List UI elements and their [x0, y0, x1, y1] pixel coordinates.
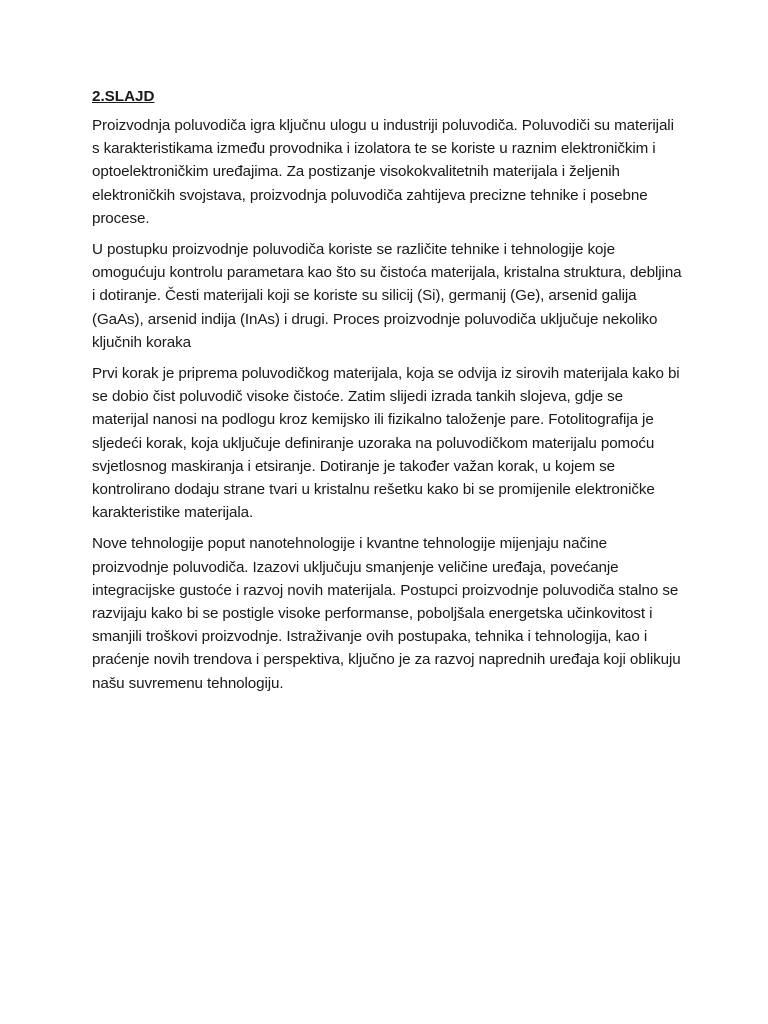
paragraph-new-technologies: Nove tehnologije poput nanotehnologije i kvantne tehnologije mijenjaju načine proizvodnje poluvodiča. Izazovi uključuju smanjenje veličine uređaja, povećanje integracijske gustoće i razvoj novih materijala. Postupci proizvodnje poluvodiča stalno se razvijaju kako bi se postigle visoke performanse, poboljšala energetska učinkovitost i smanjili troškovi proizvodnje. Istraživanje ovih postupaka, tehnika i tehnologija, kao i praćenje novih trendova i perspektiva, ključno je za razvoj naprednih uređaja koji oblikuju našu suvremenu tehnologiju. — [92, 535, 681, 692]
slide-heading: 2.SLAJD — [92, 88, 155, 105]
paragraph-techniques: U postupku proizvodnje poluvodiča koriste se različite tehnike i tehnologije koje omogućuju kontrolu parametara kao što su čistoća materijala, kristalna struktura, debljina i dotiranje. Česti materijali koji se koriste su silicij (Si), germanij (Ge), arsenid galija (GaAs), arsenid indija (InAs) i drugi. Proces proizvodnje poluvodiča uključuje nekoliko ključnih koraka — [92, 241, 682, 351]
document-page — [92, 86, 682, 703]
paragraph-intro: Proizvodnja poluvodiča igra ključnu ulogu u industriji poluvodiča. Poluvodiči su materijali s karakteristikama između provodnika i izolatora te se koriste u raznim elektroničkim i optoelektroničkim uređajima. Za postizanje visokokvalitetnih materijala i željenih elektroničkih svojstava, proizvodnja poluvodiča zahtijeva precizne tehnike i posebne procese. — [92, 117, 674, 227]
paragraph-steps: Prvi korak je priprema poluvodičkog materijala, koja se odvija iz sirovih materijala kako bi se dobio čist poluvodič visoke čistoće. Zatim slijedi izrada tankih slojeva, gdje se materijal nanosi na podlogu kroz kemijsko ili fizikalno taloženje pare. Fotolitografija je sljedeći korak, koja uključuje definiranje uzoraka na poluvodičkom materijalu pomoću svjetlosnog maskiranja i etsiranje. Dotiranje je također važan korak, u kojem se kontrolirano dodaju strane tvari u kristalnu rešetku kako bi se promijenile elektroničke karakteristike materijala. — [92, 365, 680, 522]
